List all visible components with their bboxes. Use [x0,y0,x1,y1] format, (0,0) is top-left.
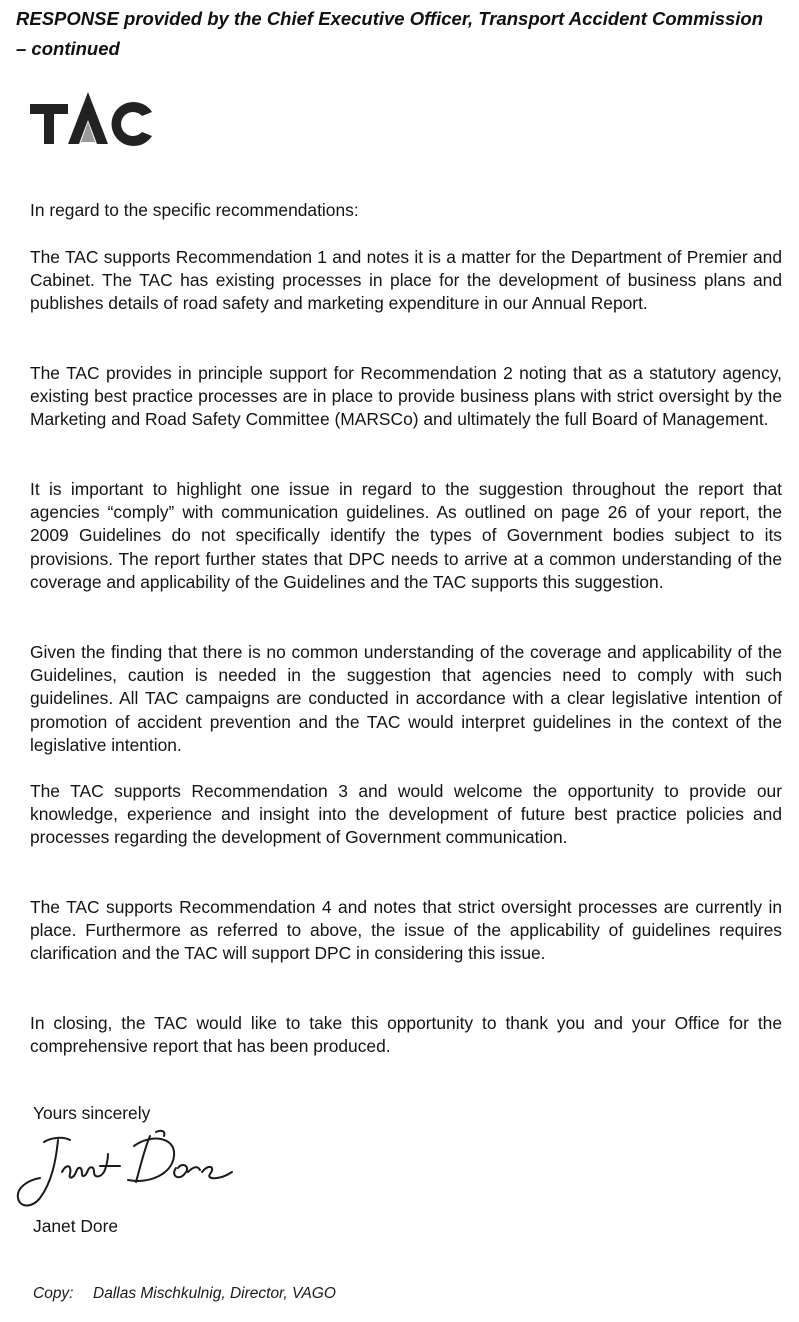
valediction: Yours sincerely [33,1103,151,1123]
paragraph-comply-issue: It is important to highlight one issue in regard to the suggestion throughout the report that agencies “comply” with communication guidelines. As outlined on page 26 of your report, the 2009 Guidelines do not specifically identify the types of Government bodies subject to its provisions. The report further states that DPC needs to arrive at a common understanding of the coverage and applicability of the Guidelines and the TAC supports this suggestion. [30,479,782,592]
paragraph-recommendation-3: The TAC supports Recommendation 3 and would welcome the opportunity to provide our knowledge, experience and insight into the development of future best practice policies and processes regarding the development of Government communication. [30,781,782,848]
letter-intro [30,199,782,222]
paragraph-closing-thanks: In closing, the TAC would like to take this opportunity to thank you and your Office for the comprehensive report that has been produced. [30,1013,782,1057]
letter-paragraph [30,641,782,757]
page-header-title: RESPONSE provided by the Chief Executive Officer, Transport Accident Commission – continued [16,8,764,59]
paragraph-guidelines-caution: Given the finding that there is no common understanding of the coverage and applicability of the Guidelines, caution is needed in the suggestion that agencies need to comply with such guidelines. All TAC campaigns are conducted in accordance with a clear legislative intention of promotion of accident prevention and the TAC would interpret guidelines in the context of the legislative intention. [30,642,782,755]
letter-paragraph [30,780,782,850]
copy-label: Copy: [33,1285,74,1302]
signer-name: Janet Dore [33,1216,119,1236]
letter-paragraph [30,478,782,594]
paragraph-recommendation-2: The TAC provides in principle support for Recommendation 2 noting that as a statutory agency, existing best practice processes are in place to provide business plans with strict oversight by the Marketing and Road Safety Committee (MARSCo) and ultimately the full Board of Management. [30,363,782,430]
paragraph-recommendation-4: The TAC supports Recommendation 4 and notes that strict oversight processes are currently in place. Furthermore as referred to above, the issue of the applicability of guidelines requires clarification and the TAC will support DPC in considering this issue. [30,897,782,964]
intro-text: In regard to the specific recommendations: [30,200,359,220]
copy-recipient-line [33,1283,336,1305]
handwritten-signature [10,1120,240,1215]
letter-paragraph [30,1012,782,1058]
paragraph-recommendation-1: The TAC supports Recommendation 1 and notes it is a matter for the Department of Premier and Cabinet. The TAC has existing processes in place for the development of business plans and publishes details of road safety and marketing expenditure in our Annual Report. [30,247,782,314]
letter-paragraph [30,246,782,316]
letter-paragraph [30,896,782,966]
letter-paragraph [30,362,782,432]
tac-logo-letter-c [112,102,152,146]
copy-recipient: Dallas Mischkulnig, Director, VAGO [93,1285,336,1302]
tac-logo-letter-t [30,104,68,144]
tac-logo [28,88,158,148]
